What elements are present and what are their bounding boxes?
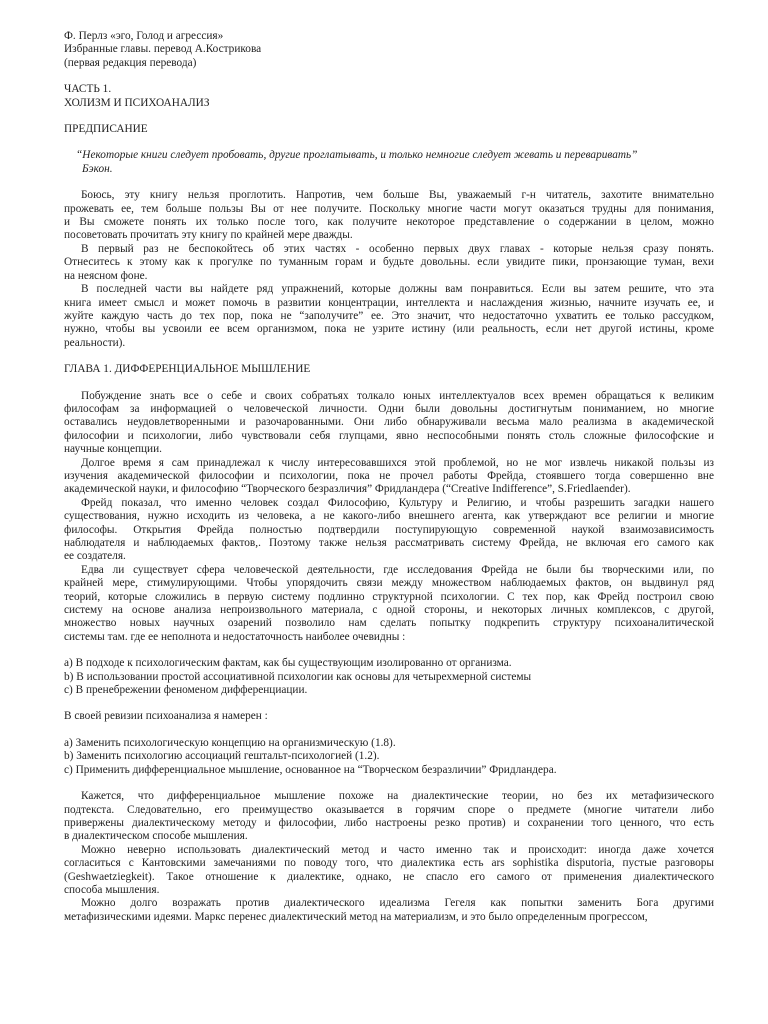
text-line: философы. Открытия Фрейда полностью подтвердили поступирующую современной наукой взаимозависимость [64,523,714,536]
text-line: способа мышления. [64,883,160,896]
paragraph [64,844,714,898]
text-line: подтекста. Следовательно, его преимущество оказывается в горячим споре о предмете (многие читатели либо [64,803,714,816]
paragraph [64,790,714,844]
text-line: нужно, чтобы вы усвоили ее всем организмом, пока не узрите истину (или реальность, если нет другой истины, кроме [64,323,714,336]
list-item: а) В подходе к психологическим фактам, как бы существующим изолированно от организма. [64,657,512,670]
text-line: прожевать ее, тем больше пользы Вы от нее получите. Поскольку многие части могут оказаться трудны для понимания, [64,202,714,215]
revision-list [64,737,714,777]
text-line: В последней части вы найдете ряд упражнений, которые должны вам понравиться. Если вы затем решите, что эта [64,283,714,296]
text-line: посоветовать прочитать эту книгу по крайней мере дважды. [64,229,353,242]
epigraph [64,149,714,176]
text-line: Боюсь, эту книгу нельзя проглотить. Напротив, чем больше Вы, уважаемый г-н читатель, захотите внимательно [64,189,714,202]
text-line: системы там. где ее неполнота и недостаточность наиболее очевидны : [64,630,406,643]
part-number: ЧАСТЬ 1. [64,83,112,96]
text-line: Можно долго возражать против диалектического идеализма Гегеля как попытки заменить Бога другими [64,897,714,910]
paragraph [64,897,714,924]
header-subtitle: Избранные главы. перевод А.Кострикова [64,43,262,56]
paragraph [64,390,714,457]
header-title: Ф. Перлз «эго, Голод и агрессия» [64,30,224,42]
document-header [64,30,714,70]
list-item: с) В пренебрежении феноменом дифференциации. [64,684,308,697]
text-line: книга имеет смысл и может помочь в развитии концентрации, интеллекта и наслаждения жизнью, начните изучать ее, и [64,296,714,309]
text-line: Можно неверно использовать диалектический метод и часто именно так и происходит: иногда даже хочется [64,843,714,856]
paragraph [64,564,714,644]
text-line: философии и психологии, либо чувствовали себя глупцами, явно неспособными понять столь сложные философские и [64,429,714,442]
list-item: с) Применить дифференциальное мышление, основанное на “Творческом безразличии” Фридландера. [64,763,557,776]
text-line: академической науки, и философию “Творческого безразличия” Фридландера (“Creative Indifference”, S.Friedlaender). [64,483,631,496]
paragraph [64,243,714,283]
text-line: реальности). [64,336,126,349]
epigraph-quote: “Некоторые книги следует пробовать, другие проглатывать, и только немногие следует жевать и переваривать” [76,149,638,162]
closing-body [64,790,714,924]
text-line: Кажется, что дифференциальное мышление похоже на диалектические теории, но без их метафизического [64,790,714,803]
text-line: метафизическими идеями. Маркс перенес диалектический метод на материализм, и это было определенным прогрессом, [64,910,648,923]
header-edition-note: (первая редакция перевода) [64,56,197,69]
text-line: и Вы сможете понять их только после того, как получите некоторое представление о содержании в целом, можно [64,216,714,229]
text-line: в диалектическом способе мышления. [64,830,248,843]
list-item: b) Заменить психологию ассоциаций гештальт-психологией (1.2). [64,750,380,763]
text-line: Долгое время я сам принадлежал к числу интересовавшихся этой проблемой, но не мог извлечь никакой пользы из [64,456,714,469]
text-line: согласиться с Кантовскими замечаниями по поводу того, что диалектика есть ars sophistika disputoria, пустые разговоры [64,857,714,870]
list-item: а) Заменить психологическую концепцию на организмическую (1.8). [64,736,396,749]
preface-body [64,189,714,350]
paragraph [64,497,714,564]
text-line: привержены диалектическому методу и философии, либо настроены резко против) и сохранении того ценного, что есть [64,816,714,829]
paragraph [64,457,714,497]
text-line: систему на основе анализа непроизвольного материала, с одной стороны, и некоторых личных комплексов, с другой, [64,604,714,617]
text-line: жуйте каждую часть до тех пор, пока не “заполучите” ее. Это значит, что недостаточно ухватить ее только рассудком, [64,309,714,322]
text-line: В первый раз не беспокойтесь об этих частях - особенно первых двух главах - которые нельзя сразу понять. [64,242,714,255]
paragraph [64,283,714,350]
text-line: теорий, которые сложились в первую систему подлинно структурной психологии. С тех пор, как Фрейд построил свою [64,590,714,603]
deficiency-list [64,657,714,697]
text-line: научные концепции. [64,443,162,456]
list-item: b) В использовании простой ассоциативной психологии как основы для четырехмерной системы [64,670,532,683]
paragraph [64,189,714,243]
text-line: существования, нужно исходить из человека, а не какого-либо внешнего агента, как утверждают все религии и многие [64,510,714,523]
text-line: философам за информацией о человеческой личности. Одни были довольны достигнутым пониманием, но многие [64,402,714,415]
part-heading [64,83,714,110]
text-line: Едва ли существует сфера человеческой деятельности, где исследования Фрейда не были бы творческими или, по [64,563,714,576]
revision-intro: В своей ревизии психоанализа я намерен : [64,710,268,723]
text-line: на неясном фоне. [64,269,148,282]
epigraph-author: Бэкон. [82,162,113,175]
text-line: Побуждение знать все о себе и своих собратьях толкало юных интеллектуалов всех времен обращаться к великим [64,389,714,402]
text-line: (Geshwaetziegkeit). Такое отношение к диалектике, однако, не спасло его самого от применения диалектического [64,870,714,883]
text-line: оставались неудовлетворенными и разочарованными. Они либо обнаруживали весьма мало реализма в академической [64,416,714,429]
text-line: наблюдателя и наблюдаемых фактов,. Поэтому также нельзя рассматривать систему Фрейда, не включая его самого как [64,537,714,549]
text-line: ее создателя. [64,550,126,563]
part-title: ХОЛИЗМ И ПСИХОАНАЛИЗ [64,96,210,109]
text-line: множество новых научных озарений позволило нам сделать попытку подкрепить структуру психоаналитической [64,617,714,630]
chapter-body [64,390,714,645]
chapter-title: ГЛАВА 1. ДИФФЕРЕНЦИАЛЬНОЕ МЫШЛЕНИЕ [64,363,311,376]
text-line: Фрейд показал, что именно человек создал Философию, Культуру и Религию, и чтобы разрешить загадки нашего [64,496,714,509]
text-line: изучения академической философии и психологии, пока не прочел работы Фрейда, стоявшего тогда совершенно вне [64,469,714,482]
preface-title: ПРЕДПИСАНИЕ [64,123,148,136]
text-line: крайней мере, стимулирующими. Чтобы упорядочить связи между множеством наблюдаемых фактов, он выдвинул ряд [64,577,714,590]
text-line: Отнеситесь к этому как к прогулке по туманным горам и будьте довольны. если увидите пики, пронзающие туман, вехи [64,256,714,269]
